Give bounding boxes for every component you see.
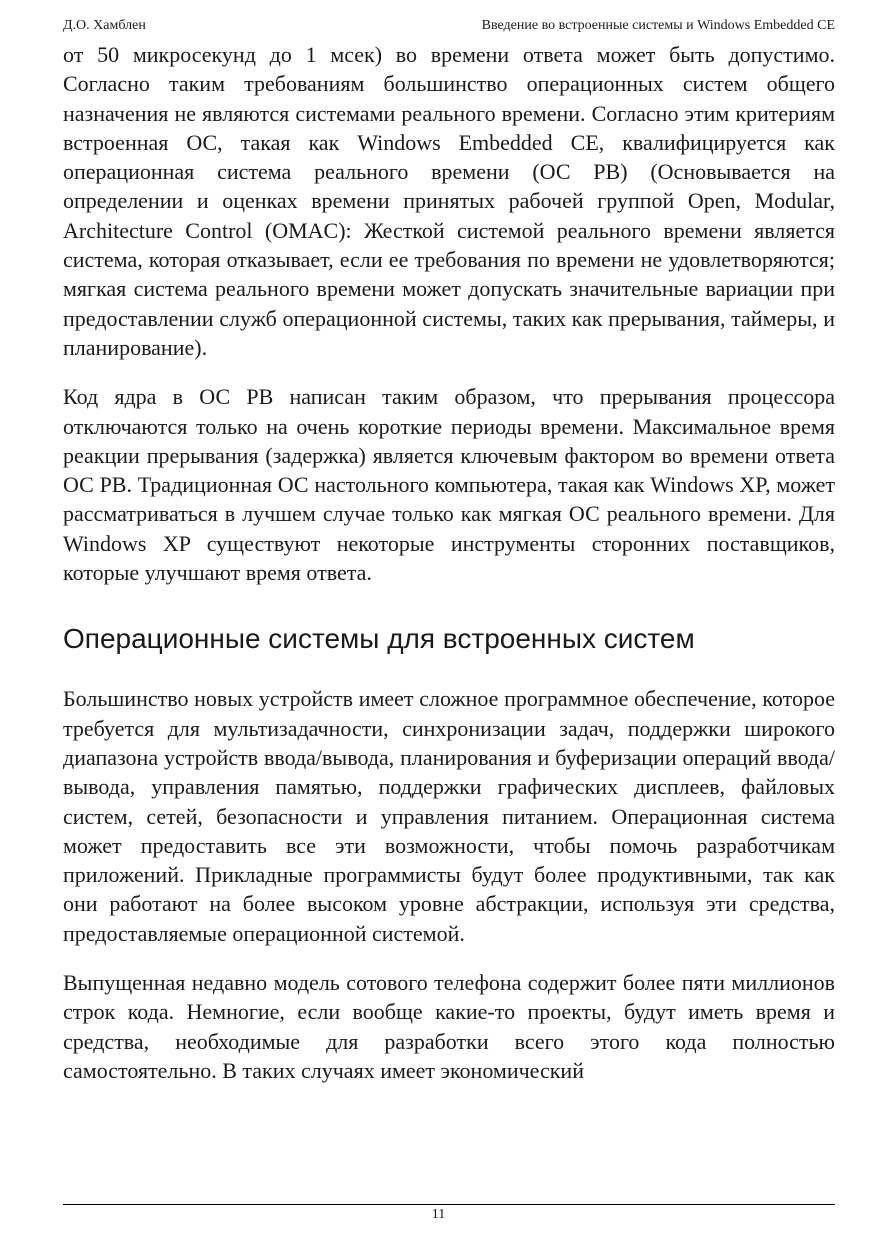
paragraph: Выпущенная недавно модель сотового телефона содержит более пяти миллионов строк кода. Немногие, если вообще какие-то проекты, будут иметь время и средства, необходимые для разработки всего этого кода полностью самостоятельно. В таких случаях имеет экономический	[63, 970, 835, 1083]
paragraph: Большинство новых устройств имеет сложное программное обеспечение, которое требуется для мультизадачности, синхронизации задач, поддержки широкого диапазона устройств ввода/вывода, планирования и буферизации операций ввода/вывода, управления памятью, поддержки графических дисплеев, файловых систем, сетей, безопасности и управления питанием. Операционная система может предоставить все эти возможности, чтобы помочь разработчикам приложений. Прикладные программисты будут более продуктивными, так как они работают на более высоком уровне абстракции, используя эти средства, предоставляемые операционной системой.	[63, 686, 835, 946]
header-title: Введение во встроенные системы и Windows Embedded CE	[481, 18, 835, 33]
page-number: 11	[431, 1207, 446, 1222]
page-content	[63, 40, 835, 1085]
section-heading: Операционные системы для встроенных систем	[63, 623, 695, 655]
page-header	[63, 17, 835, 35]
paragraph: Код ядра в ОС РВ написан таким образом, что прерывания процессора отключаются только на очень короткие периоды времени. Максимальное время реакции прерывания (задержка) является ключевым фактором во времени ответа ОС РВ. Традиционная ОС настольного компьютера, такая как Windows XP, может рассматриваться в лучшем случае только как мягкая ОС реального времени. Для Windows XP существуют некоторые инструменты сторонних поставщиков, которые улучшают время ответа.	[63, 384, 835, 586]
footer-rule	[63, 1204, 835, 1205]
header-author: Д.О. Хамблен	[63, 18, 146, 33]
paragraph: от 50 микросекунд до 1 мсек) во времени ответа может быть допустимо. Согласно таким требованиям большинство операционных систем общего назначения не являются системами реального времени. Согласно этим критериям встроенная ОС, такая как Windows Embedded CE, квалифицируется как операционная система реального времени (ОС РВ) (Основывается на определении и оценках времени принятых рабочей группой Open, Modular, Architecture Control (OMAC): Жесткой системой реального времени является система, которая отказывает, если ее требования по времени не удовлетворяются; мягкая система реального времени может допускать значительные вариации при предоставлении служб операционной системы, таких как прерывания, таймеры, и планирование).	[63, 42, 835, 360]
